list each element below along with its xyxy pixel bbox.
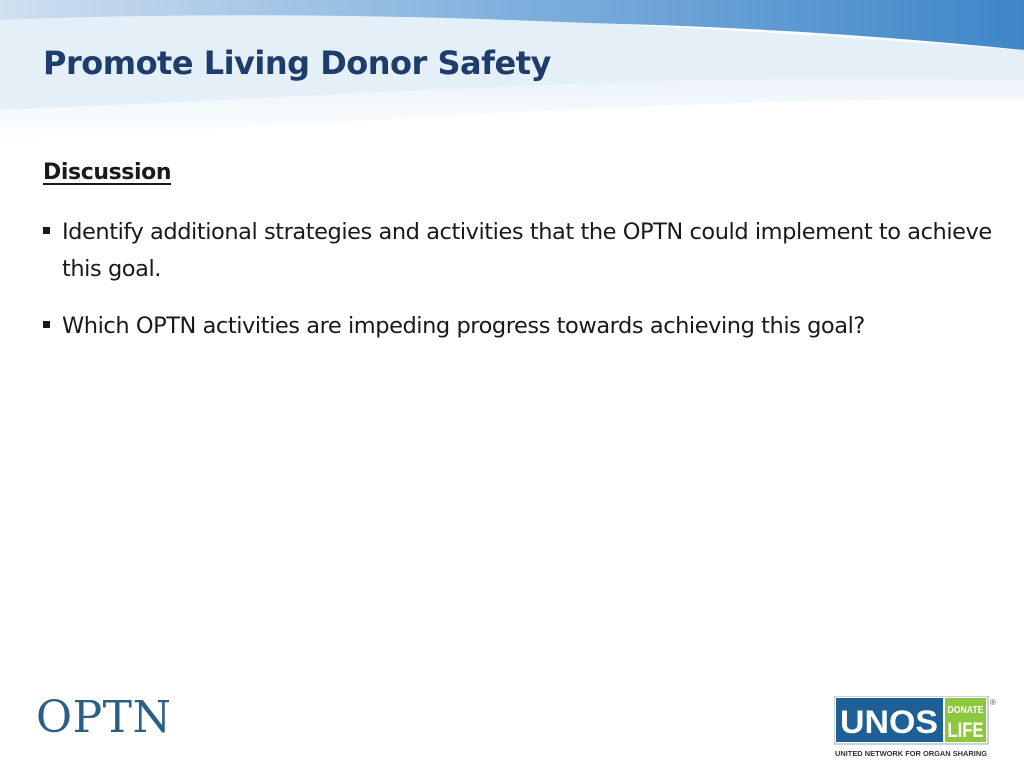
unos-tagline: UNITED NETWORK FOR ORGAN SHARING: [835, 749, 988, 758]
registered-mark: ®: [990, 698, 996, 707]
unos-logo-text: UNOS: [840, 704, 938, 740]
bullet-text: Which OPTN activities are impeding progress towards achieving this goal?: [62, 313, 865, 339]
square-bullet-icon: [43, 227, 50, 234]
section-heading-discussion: Discussion: [43, 160, 172, 185]
unos-donate-life-logo: [834, 696, 998, 758]
donate-text: DONATE: [947, 705, 984, 716]
bullet-item: [40, 214, 1000, 288]
bullet-item: [40, 308, 1000, 345]
square-bullet-icon: [43, 321, 50, 328]
header-swoosh-background: [0, 0, 1024, 170]
discussion-bullet-list: [40, 214, 1000, 365]
optn-logo: OPTN: [36, 692, 172, 743]
bullet-text: Identify additional strategies and activities that the OPTN could implement to achieve this goal.: [62, 219, 992, 282]
slide-title: Promote Living Donor Safety: [43, 44, 551, 82]
life-text: LIFE: [947, 719, 984, 742]
